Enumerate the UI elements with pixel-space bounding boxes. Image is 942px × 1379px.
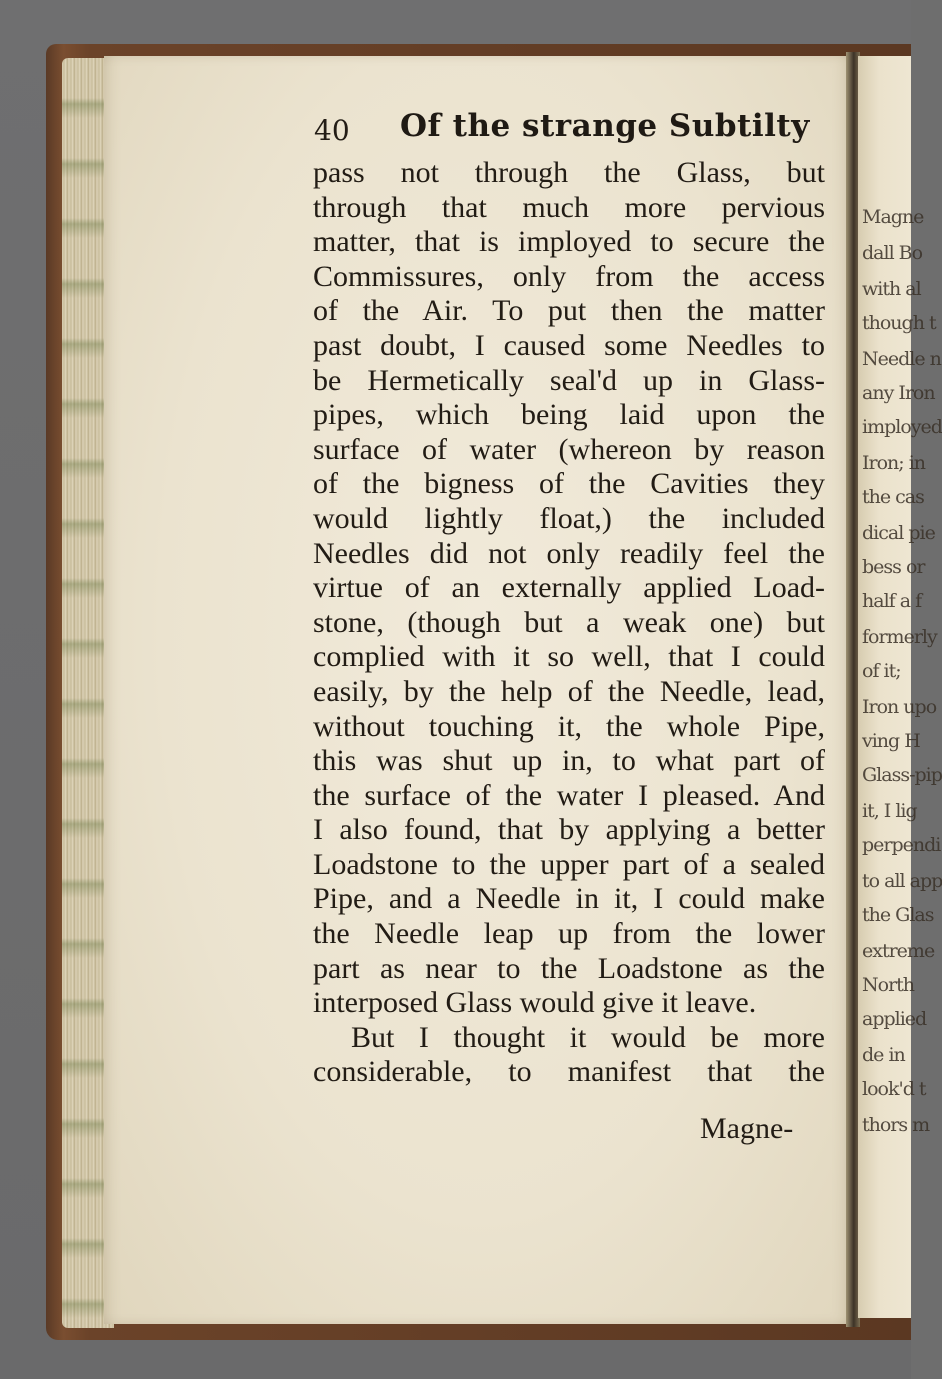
text-line: Commissures, only from the access xyxy=(313,259,825,293)
text-line: without touching it, the whole Pipe, xyxy=(313,709,825,743)
text-line: But I thought it would be more xyxy=(351,1020,825,1054)
text-line: be Hermetically seal'd up in Glass- xyxy=(313,363,825,397)
running-head: Of the strange Subtilty xyxy=(400,108,810,144)
facing-page-fragment: Glass-pip xyxy=(862,764,942,786)
text-line: through that much more pervious xyxy=(313,190,825,224)
facing-page-fragment: Magne xyxy=(862,206,924,228)
text-line: matter, that is imployed to secure the xyxy=(313,225,825,259)
facing-page-fragment: dall Bo xyxy=(862,242,923,264)
facing-page-fragment: Iron; in xyxy=(862,452,926,474)
facing-page-fragment: thors m xyxy=(862,1114,930,1136)
facing-page-fragment: Needle n xyxy=(862,348,941,370)
facing-page-fragment: the Glas xyxy=(862,904,934,926)
facing-page-fragment: applied xyxy=(862,1008,927,1030)
facing-page-fragment: any Iron xyxy=(862,382,935,404)
text-line: easily, by the help of the Needle, lead, xyxy=(313,674,825,708)
text-line: of the Air. To put then the matter xyxy=(313,294,825,328)
text-line: virtue of an externally applied Load- xyxy=(313,571,825,605)
facing-page-fragment: extreme xyxy=(862,940,935,962)
facing-page-fragment: formerly xyxy=(862,626,937,648)
text-line: the Needle leap up from the lower xyxy=(313,917,825,951)
facing-page-fragment: to all app xyxy=(862,870,942,892)
facing-page-fragment: dical pie xyxy=(862,522,935,544)
facing-page-fragment: imployed xyxy=(862,416,942,438)
text-line: I also found, that by applying a better xyxy=(313,813,825,847)
text-line: complied with it so well, that I could xyxy=(313,640,825,674)
text-line: the surface of the water I pleased. And xyxy=(313,778,825,812)
page-number: 40 xyxy=(314,114,350,147)
page-header xyxy=(314,108,834,156)
facing-page-fragment: ving H xyxy=(862,730,920,752)
text-line: Needles did not only readily feel the xyxy=(313,536,825,570)
facing-page-fragment: it, I lig xyxy=(862,800,917,822)
text-line: interposed Glass would give it leave. xyxy=(313,986,757,1020)
body-text xyxy=(313,156,825,1090)
text-line: pass not through the Glass, but xyxy=(313,156,825,189)
text-line: pipes, which being laid upon the xyxy=(313,398,825,432)
text-line: Loadstone to the upper part of a sealed xyxy=(313,847,825,881)
facing-page-fragment: of it; xyxy=(862,660,901,682)
facing-page-fragment: look'd t xyxy=(862,1078,926,1100)
facing-page-fragment: perpendi xyxy=(862,834,941,856)
text-line: stone, (though but a weak one) but xyxy=(313,605,825,639)
facing-page-fragment: with al xyxy=(862,278,921,300)
facing-page-fragment: bess or xyxy=(862,556,925,578)
facing-page-fragment: the cas xyxy=(862,486,924,508)
catchword: Magne- xyxy=(700,1112,794,1145)
facing-page-fragment: de in xyxy=(862,1044,905,1066)
facing-page-fragment: Iron upo xyxy=(862,696,937,718)
text-line: past doubt, I caused some Needles to xyxy=(313,328,825,362)
text-line: considerable, to manifest that the xyxy=(313,1055,825,1089)
facing-page-fragment: half a f xyxy=(862,590,922,612)
text-line: surface of water (whereon by reason xyxy=(313,432,825,466)
text-line: of the bigness of the Cavities they xyxy=(313,467,825,501)
text-line: part as near to the Loadstone as the xyxy=(313,951,825,985)
text-line: would lightly float,) the included xyxy=(313,501,825,535)
text-line: this was shut up in, to what part of xyxy=(313,744,825,778)
text-line: Pipe, and a Needle in it, I could make xyxy=(313,882,825,916)
facing-page-fragment: North xyxy=(862,974,915,996)
facing-page xyxy=(858,56,942,1318)
facing-page-fragment: though t xyxy=(862,312,936,334)
